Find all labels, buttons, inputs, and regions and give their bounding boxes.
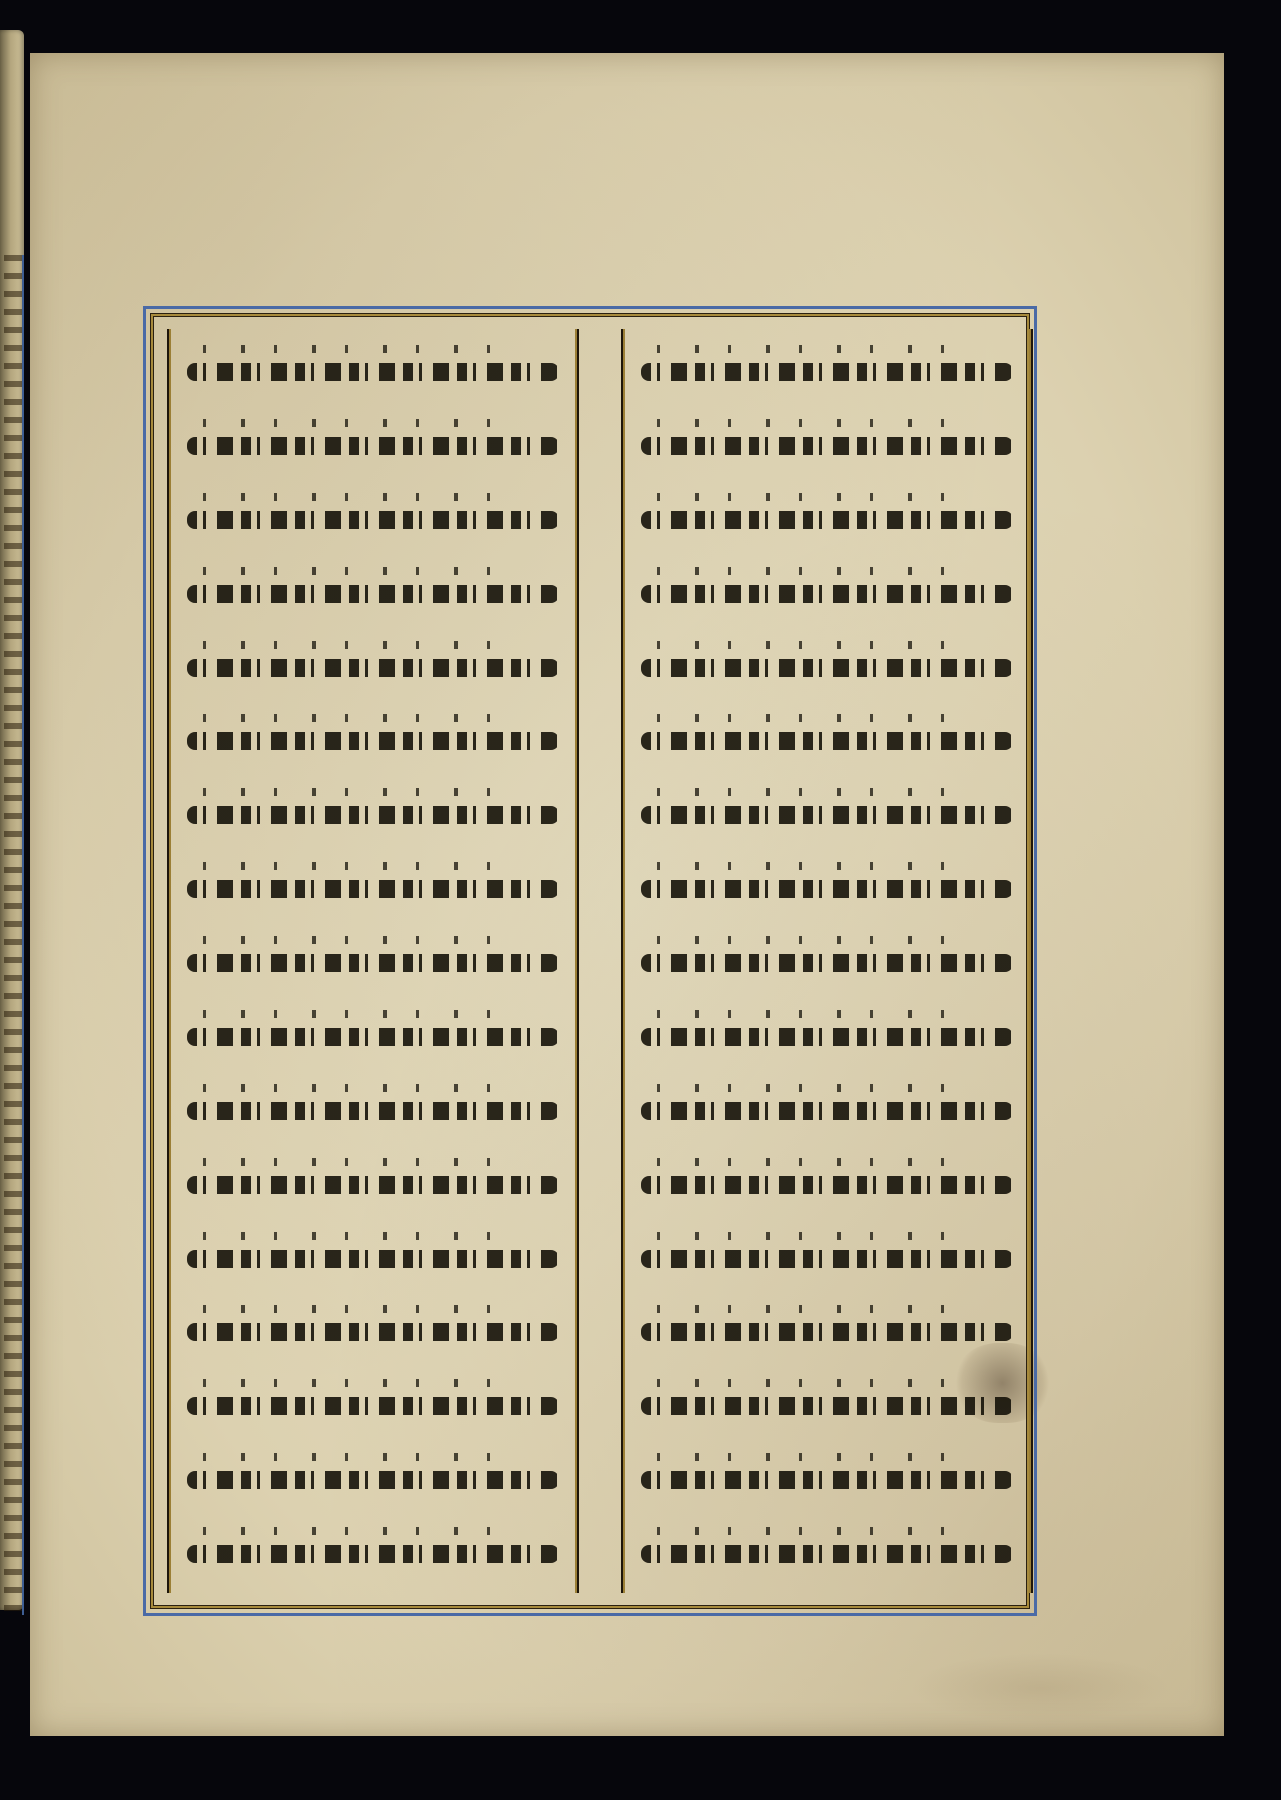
verse-line <box>183 854 563 920</box>
verse-line <box>183 928 563 994</box>
folio-page <box>30 53 1224 1736</box>
verse-line <box>637 1076 1017 1142</box>
verse-line <box>183 337 563 403</box>
verse-line <box>637 1519 1017 1585</box>
previous-leaf-edge <box>0 30 24 1610</box>
text-column-right <box>623 329 1031 1593</box>
verse-line <box>637 485 1017 551</box>
verse-line <box>183 1224 563 1290</box>
verse-line <box>183 485 563 551</box>
verse-line <box>637 1297 1017 1363</box>
verse-line <box>637 1371 1017 1437</box>
text-block-frame <box>143 306 1037 1616</box>
verse-line <box>637 928 1017 994</box>
verse-line <box>637 559 1017 625</box>
verse-line <box>183 1297 563 1363</box>
verse-line <box>183 1150 563 1216</box>
verse-line <box>183 706 563 772</box>
verse-line <box>637 1445 1017 1511</box>
column-lines <box>637 337 1017 1585</box>
verse-line <box>637 780 1017 846</box>
previous-leaf-ruling <box>4 255 24 1615</box>
verse-line <box>183 1076 563 1142</box>
verse-line <box>637 1224 1017 1290</box>
verse-line <box>637 1002 1017 1068</box>
verse-line <box>183 780 563 846</box>
verse-line <box>637 854 1017 920</box>
verse-line <box>183 559 563 625</box>
verse-line <box>183 411 563 477</box>
verse-line <box>183 1371 563 1437</box>
verse-line <box>637 337 1017 403</box>
column-lines <box>183 337 563 1585</box>
page-wear <box>910 1653 1170 1723</box>
verse-line <box>637 633 1017 699</box>
verse-line <box>637 411 1017 477</box>
gold-rule-frame <box>151 314 1029 1608</box>
verse-line <box>183 1002 563 1068</box>
verse-line <box>183 1519 563 1585</box>
verse-line <box>183 1445 563 1511</box>
text-column-left <box>169 329 577 1593</box>
verse-line <box>637 706 1017 772</box>
verse-line <box>637 1150 1017 1216</box>
verse-line <box>183 633 563 699</box>
